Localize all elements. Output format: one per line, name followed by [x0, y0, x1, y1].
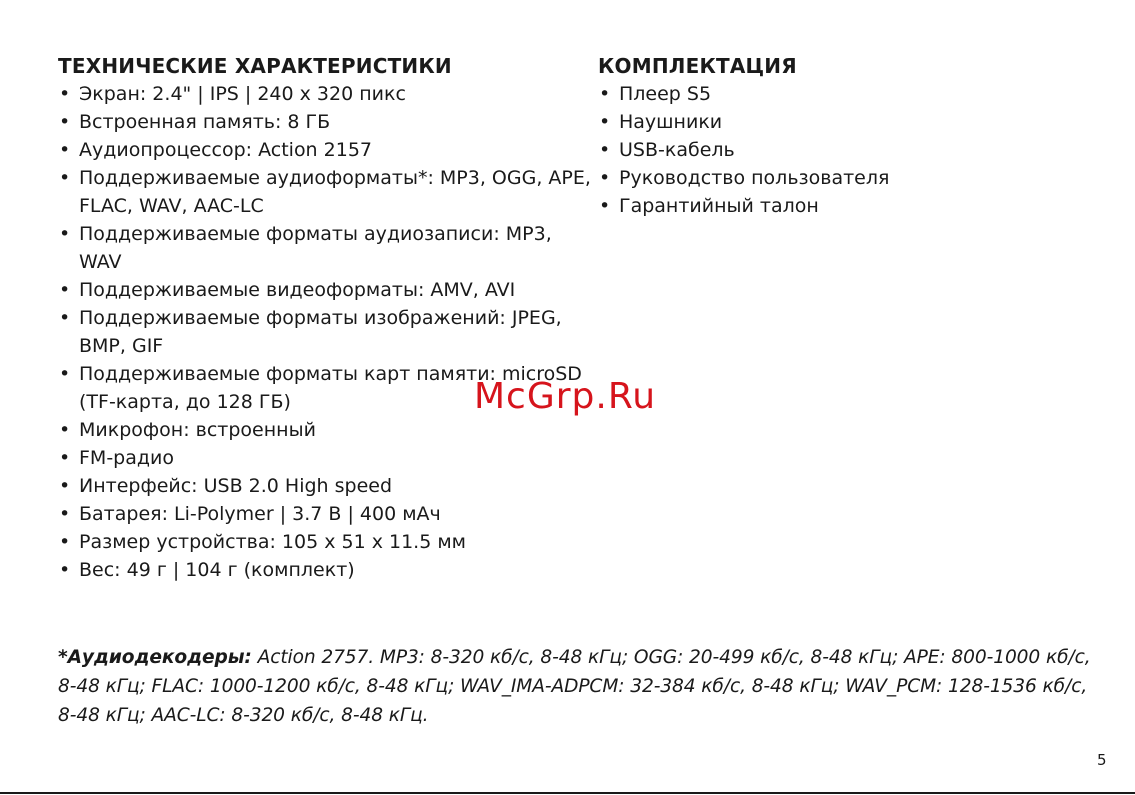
list-item: • Интерфейс: USB 2.0 High speed	[58, 472, 598, 500]
list-item: • Плеер S5	[598, 80, 1098, 108]
list-item: • Аудиопроцессор: Action 2157	[58, 136, 598, 164]
list-item: • Поддерживаемые форматы изображений: JPEG, BMP, GIF	[58, 304, 598, 360]
list-item: • USB-кабель	[598, 136, 1098, 164]
footnote	[58, 643, 1093, 730]
footnote-label: *Аудиодекодеры:	[58, 647, 252, 668]
list-item: • Экран: 2.4" | IPS | 240 x 320 пикс	[58, 80, 598, 108]
package-title: КОМПЛЕКТАЦИЯ	[598, 54, 797, 78]
package-section	[598, 52, 1098, 220]
list-item: • Поддерживаемые форматы аудиозаписи: MP3, WAV	[58, 220, 598, 276]
list-item: • Встроенная память: 8 ГБ	[58, 108, 598, 136]
list-item: • Руководство пользователя	[598, 164, 1098, 192]
package-list	[598, 80, 1098, 220]
list-item: • Поддерживаемые форматы карт памяти: microSD (TF-карта, до 128 ГБ)	[58, 360, 598, 416]
list-item: • Гарантийный талон	[598, 192, 1098, 220]
list-item: • Размер устройства: 105 x 51 x 11.5 мм	[58, 528, 598, 556]
list-item: • Батарея: Li-Polymer | 3.7 В | 400 мАч	[58, 500, 598, 528]
page-number: 5	[1097, 751, 1107, 769]
specs-section	[58, 52, 598, 584]
footnote-text: Action 2757. MP3: 8-320 кб/с, 8-48 кГц; OGG: 20-499 кб/с, 8-48 кГц; APE: 800-1000 кб/с, 8-48 кГц; FLAC: 1000-1200 кб/с, 8-48 кГц; WAV_IMA-ADPCM: 32-384 кб/с, 8-48 кГц; WAV_PCM: 128-1536 кб/с, 8-48 кГц; AAC-LC: 8-320 кб/с, 8-48 кГц.	[58, 647, 1091, 726]
list-item: • Наушники	[598, 108, 1098, 136]
list-item: • Поддерживаемые видеоформаты: AMV, AVI	[58, 276, 598, 304]
list-item: • FM-радио	[58, 444, 598, 472]
list-item: • Вес: 49 г | 104 г (комплект)	[58, 556, 598, 584]
specs-list	[58, 80, 598, 584]
specs-title: ТЕХНИЧЕСКИЕ ХАРАКТЕРИСТИКИ	[58, 54, 452, 78]
watermark: McGrp.Ru	[474, 376, 657, 417]
bottom-divider	[0, 792, 1135, 794]
list-item: • Поддерживаемые аудиоформаты*: MP3, OGG, APE, FLAC, WAV, AAC-LC	[58, 164, 598, 220]
list-item: • Микрофон: встроенный	[58, 416, 598, 444]
